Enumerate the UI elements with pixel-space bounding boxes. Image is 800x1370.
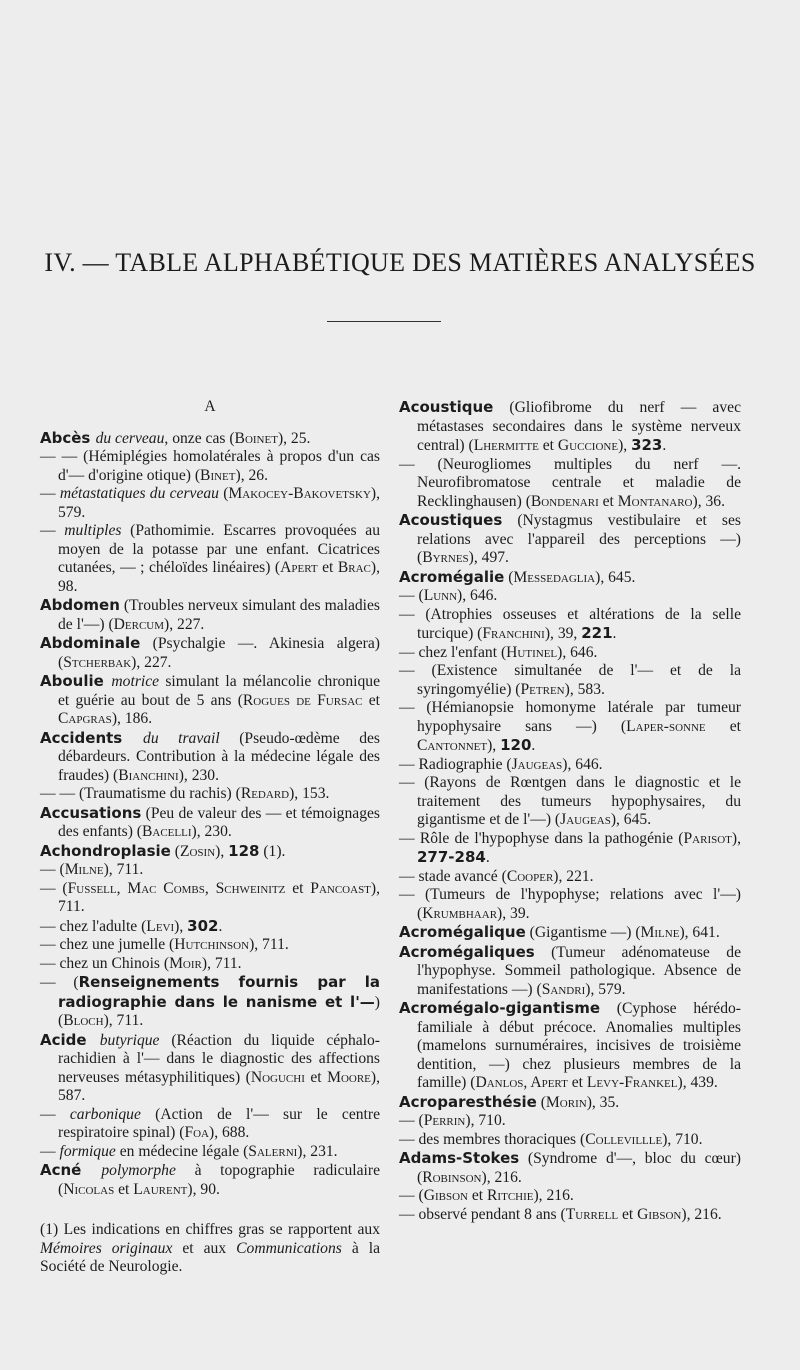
author-name: Milne (64, 861, 104, 878)
entry-text: (Syndrome d'—, bloc du cœur) ( (417, 1150, 741, 1186)
author-name: Laper-sonne (626, 717, 706, 735)
author-name: Gibson (637, 1205, 682, 1223)
entry-text: motrice (111, 673, 160, 690)
entry-text: ), 579. (585, 980, 626, 998)
entry-text: et (114, 1180, 134, 1198)
index-entry (40, 1143, 380, 1162)
entry-text: (Peu de valeur des — et témoignages des enfants) ( (58, 804, 380, 840)
author-name: Salerni (248, 1142, 298, 1160)
author-name: Binet (200, 466, 236, 484)
entry-text: en médecine légale ( (115, 1142, 249, 1160)
entry-text: et (304, 1068, 328, 1086)
entry-headword: Accidents (40, 728, 144, 747)
entry-text: ), 583. (564, 680, 605, 698)
entry-text: ), (731, 829, 741, 847)
index-entry (40, 936, 380, 955)
entry-text: — ( (399, 1187, 424, 1204)
entry-text: (Psychalgie —. Akinesia algera) ( (58, 635, 380, 671)
index-entry (40, 973, 380, 1031)
entry-text: ), 221. (553, 867, 594, 885)
index-entry (399, 662, 741, 699)
index-entry (399, 456, 741, 512)
entry-text: ), 98. (58, 559, 380, 595)
entry-text: — ( (40, 861, 65, 878)
author-name: Moore (327, 1068, 371, 1086)
author-name: Guccione (557, 437, 619, 454)
entry-headword: Adams-Stokes (399, 1149, 520, 1167)
entry-text: — ( (40, 879, 68, 897)
entry-headword: Accusations (40, 803, 142, 822)
author-name: Byrnes (422, 549, 469, 566)
entry-text: — chez l'adulte ( (40, 917, 147, 935)
entry-text: — observé pendant 8 ans ( (399, 1205, 566, 1223)
index-entry (399, 1093, 741, 1113)
index-entry (40, 955, 380, 974)
entry-text: ), 39. (497, 904, 530, 922)
entry-text: ), 710. (465, 1112, 506, 1129)
index-entry (40, 429, 380, 449)
entry-text: 323 (631, 436, 663, 454)
entry-text: du travail (143, 729, 220, 747)
entry-text: — chez un Chinois ( (40, 954, 170, 972)
entry-headword: Acné (40, 1161, 102, 1179)
entry-text: 221 (581, 624, 613, 642)
entry-text: formique (59, 1142, 116, 1160)
author-name: Messedaglia (513, 568, 596, 586)
entry-headword: Acoustique (399, 398, 494, 416)
entry-text: (Cyphose hérédo-familiale à début précoce. Anomalies multiples (mamelons surnuméraires, incisives de troisième dentition, —) chez plusieurs membres de la famille) ( (417, 1000, 741, 1091)
entry-text: polymorphe (101, 1162, 176, 1179)
index-entry (399, 943, 741, 1000)
index-entry (40, 917, 380, 937)
entry-text: métastatiques du cerveau (59, 485, 219, 502)
author-name: Jaugeas (511, 755, 563, 773)
entry-headword: Achondroplasie (40, 841, 171, 860)
entry-text: ), 216. (481, 1168, 522, 1186)
entry-text: ), 641. (679, 924, 720, 941)
entry-headword: Acoustiques (399, 511, 503, 529)
entry-text: — Rôle de l'hypophyse dans la pathogénie ( (399, 829, 684, 847)
index-entry (40, 842, 380, 862)
entry-text: — (Neurogliomes multiples du nerf —. Neurofibromatose centrale et maladie de Recklinghausen) ( (399, 455, 741, 510)
entry-text: ), 439. (677, 1074, 718, 1091)
index-entry (40, 448, 380, 485)
entry-text: ), 39, (544, 625, 582, 642)
entry-text: (Troubles nerveux simulant des maladies de l'—) ( (58, 597, 380, 633)
entry-text: ), (618, 437, 632, 454)
author-name: Bacelli (142, 823, 192, 840)
entry-headword: Acromégalie (399, 567, 505, 586)
entry-text: ), 25. (277, 429, 311, 447)
entry-headword: Acroparesthésie (399, 1092, 537, 1111)
index-entry (40, 485, 380, 522)
author-name: Bianchini (118, 766, 179, 784)
entry-text: carbonique (69, 1105, 141, 1123)
entry-text: — (40, 485, 60, 502)
index-entry (399, 398, 741, 456)
entry-text: ), 688. (209, 1124, 250, 1141)
author-name: Brac (337, 559, 371, 576)
author-name: Franchini (482, 625, 545, 642)
index-entry (40, 634, 380, 672)
entry-text: (1). (259, 842, 286, 860)
author-name: Levi (146, 917, 175, 935)
index-entry (40, 1106, 380, 1143)
entry-text: multiples (64, 522, 122, 539)
entry-text: à topographie radiculaire ( (58, 1162, 381, 1198)
entry-text: — ( (399, 587, 424, 604)
index-entry (399, 511, 741, 568)
entry-text: — (Rayons de Rœntgen dans le diagnostic et le traitement des tumeurs hypophysaires, du gigantisme et de l'—) ( (399, 774, 741, 828)
index-entry (399, 568, 741, 588)
entry-text: et (538, 437, 558, 454)
entry-text: ), 711. (249, 936, 289, 953)
entry-text: ), 710. (662, 1130, 703, 1148)
entry-text: — ( (399, 1112, 424, 1129)
entry-text: . (218, 917, 223, 935)
entry-text: — stade avancé ( (399, 867, 507, 885)
author-name: Hutchinson (174, 936, 250, 953)
author-name: Turrell (565, 1205, 619, 1223)
entry-text: — (40, 1105, 70, 1123)
entry-text: ), 646. (457, 587, 498, 604)
author-name: Zosin (179, 842, 216, 860)
entry-text: et (618, 1205, 638, 1223)
entry-text: et (467, 1187, 488, 1204)
entry-headword: Aboulie (40, 672, 112, 690)
page-title: IV. — TABLE ALPHABÉTIQUE DES MATIÈRES ANALYSÉES (44, 248, 756, 277)
entry-text: 120 (500, 736, 532, 754)
index-entry (40, 880, 380, 917)
footnote (40, 1221, 380, 1277)
entry-text: ), 231. (297, 1142, 338, 1160)
entry-text: Communications (236, 1239, 342, 1257)
entry-text: — — (Traumatisme du rachis) ( (40, 785, 241, 802)
index-entry (399, 1149, 741, 1187)
entry-text: ), 497. (468, 549, 509, 566)
author-name: Morin (545, 1093, 587, 1111)
author-name: Nicolas (63, 1180, 115, 1198)
entry-text: (Gigantisme —) ( (525, 924, 641, 941)
index-entry (399, 606, 741, 644)
index-entry (399, 1112, 741, 1131)
entry-text: . (662, 437, 667, 454)
entry-text: (1) Les indications en chiffres gras se rapportent aux (40, 1221, 380, 1238)
entry-text: — (Atrophies osseuses et altérations de la selle turcique) ( (399, 605, 741, 642)
index-entry (399, 587, 741, 606)
entry-text: ), (487, 737, 501, 754)
index-entry (399, 644, 741, 663)
left-entries (40, 429, 380, 1200)
entry-text: — chez une jumelle ( (40, 936, 175, 953)
author-name: Petren (520, 680, 565, 698)
index-entry (399, 699, 741, 756)
entry-text: — Radiographie ( (399, 755, 512, 773)
entry-headword: Abdominale (40, 634, 141, 652)
entry-text: et (362, 691, 380, 709)
entry-headword: Acromégalique (399, 923, 526, 941)
entry-text: ), 227. (164, 615, 205, 633)
entry-text: ), 216. (681, 1205, 722, 1223)
entry-text: — (Tumeurs de l'hypophyse; relations avec l'—) ( (399, 886, 741, 922)
entry-text: et (285, 879, 311, 897)
entry-text: (Pseudo-œdème des débardeurs. Contribution à la médecine légale des fraudes) ( (58, 729, 380, 784)
entry-text: 302 (187, 916, 219, 935)
author-name: Capgras (58, 710, 112, 727)
entry-text: ), 90. (187, 1180, 220, 1198)
entry-text: ), 153. (289, 785, 330, 802)
index-entry (399, 1187, 741, 1206)
entry-text: 128 (228, 841, 260, 860)
index-entry (399, 756, 741, 775)
author-name: Bloch (63, 1012, 104, 1029)
author-name: Apert (280, 559, 318, 576)
entry-text: ( (170, 842, 180, 860)
index-entry (40, 804, 380, 842)
author-name: Collevillle (585, 1130, 663, 1148)
entry-headword: Acide (40, 1030, 100, 1049)
author-name: Makocey-Bakovetsky (228, 485, 371, 502)
index-entry (40, 729, 380, 786)
entry-text: du cerveau (95, 429, 165, 447)
author-name: Lunn (423, 587, 458, 604)
author-name: Boinet (234, 429, 278, 447)
entry-text: 277-284 (417, 848, 486, 866)
author-name: Lhermitte (473, 437, 539, 454)
author-name: Rogues de Fursac (242, 691, 363, 709)
index-entry (399, 868, 741, 887)
section-letter: A (204, 398, 216, 415)
entry-headword: Abdomen (40, 596, 120, 614)
entry-text: ), 646. (557, 643, 598, 661)
author-name: Dercum (113, 615, 165, 633)
entry-text: — (Hémianopsie homonyme latérale par tumeur hypophysaire sans —) ( (399, 699, 741, 735)
entry-text: ), (215, 842, 229, 860)
author-name: Stcherbak (63, 653, 132, 671)
entry-text: — des membres thoraciques ( (399, 1130, 586, 1148)
entry-text: et (598, 492, 618, 510)
author-name: Montanaro (617, 492, 693, 510)
author-name: Noguchi (250, 1068, 305, 1086)
entry-text: ), 186. (111, 710, 153, 727)
entry-text: , onze cas ( (164, 429, 235, 447)
author-name: Levy-Frankel (586, 1074, 678, 1091)
index-entry (399, 1206, 741, 1225)
entry-text: et (705, 717, 742, 735)
index-entry (399, 886, 741, 923)
entry-text: . (612, 625, 617, 642)
title-rule (327, 321, 441, 322)
author-name: Perrin (423, 1112, 466, 1129)
entry-text: (Réaction du liquide céphalo-rachidien à l'— dans le diagnostic des affections nerveuses métasyphilitiques) ( (58, 1031, 381, 1086)
index-entry (40, 1031, 380, 1106)
author-name: Bondenari (530, 492, 599, 510)
entry-text: à la Société de Neurologie. (40, 1239, 380, 1275)
index-entry (40, 522, 380, 596)
author-name: Milne (640, 924, 680, 941)
entry-text: ) ( (58, 993, 380, 1029)
index-entry (40, 861, 380, 880)
author-name: Sandri (541, 980, 586, 998)
entry-text: . (531, 737, 536, 754)
entry-text: ), (174, 917, 188, 935)
entry-text: (Gliofibrome du nerf — avec métastases secondaires dans le système nerveux central) ( (417, 399, 741, 454)
entry-text: Mémoires originaux (40, 1239, 173, 1257)
entry-headword: Abcès (40, 428, 96, 447)
entry-text: et (317, 559, 338, 576)
entry-text: — ( (40, 974, 79, 991)
index-entry (40, 785, 380, 804)
entry-text: ( (218, 485, 229, 502)
entry-text: ), 230. (191, 823, 232, 840)
entry-text: ), 645. (610, 811, 652, 828)
entry-text: ), 646. (562, 755, 603, 773)
author-name: Parisot (683, 829, 732, 847)
entry-text: ), 587. (58, 1068, 380, 1104)
entry-text: ), 645. (595, 568, 636, 586)
index-entry (399, 1131, 741, 1150)
entry-headword: Acromégaliques (399, 942, 535, 961)
entry-text: — — (Hémiplégies homolatérales à propos d'un cas d'— d'origine otique) ( (40, 448, 380, 484)
entry-text: butyrique (99, 1031, 160, 1049)
index-entry (399, 923, 741, 943)
entry-text: ), 216. (533, 1187, 574, 1204)
author-name: Redard (240, 785, 290, 802)
entry-text: (Tumeur adénomateuse de l'hypophyse. Sommeil pathologique. Absence de manifestations —) ( (417, 943, 741, 998)
author-name: Krumbhaar (422, 904, 498, 922)
entry-text: ), 26. (235, 466, 268, 484)
author-name: Foa (184, 1124, 209, 1141)
author-name: Jaugeas (560, 811, 611, 828)
entry-text: simulant la mélancolie chronique et guérie au bout de 5 ans ( (58, 673, 380, 709)
entry-text: et (567, 1074, 587, 1091)
entry-text: — (40, 1142, 60, 1160)
index-entry (40, 672, 380, 729)
entry-text: — (40, 522, 65, 539)
entry-text: (Pathomimie. Escarres provoquées au moyen de la potasse par une enfant. Cicatrices cutanées, — ; chéloïdes linéaires) ( (58, 522, 380, 576)
entry-text: et aux (172, 1239, 237, 1257)
author-name: Moir (169, 954, 202, 972)
entry-text: ), 36. (692, 492, 725, 510)
author-name: Laurent (133, 1180, 188, 1198)
index-entry (40, 596, 380, 634)
author-name: Robinson (422, 1168, 482, 1186)
author-name: Cooper (506, 867, 554, 885)
entry-text: (Action de l'— sur le centre respiratoire spinal) ( (58, 1105, 380, 1141)
entry-text: ), 579. (58, 485, 381, 521)
entry-text: ), 711. (58, 879, 380, 915)
author-name: Gibson (423, 1187, 468, 1204)
entry-text: — (Existence simultanée de l'— et de la syringomyélie) ( (399, 662, 741, 698)
right-column (399, 398, 741, 1224)
entry-text: ), 711. (103, 1012, 144, 1029)
author-name: Danlos, Apert (475, 1074, 568, 1091)
entry-text: ( (536, 1093, 546, 1111)
entry-text: (Nystagmus vestibulaire et ses relations avec l'appareil des perceptions —) ( (417, 512, 741, 566)
index-entry (399, 830, 741, 868)
entry-text: ), 230. (178, 766, 219, 784)
entry-text: ), 35. (586, 1093, 620, 1111)
left-column (40, 398, 380, 1277)
author-name: Hutinel (506, 643, 558, 661)
author-name: Ritchie (487, 1187, 534, 1204)
index-entry (399, 999, 741, 1093)
entry-text: . (485, 849, 490, 866)
entry-text: ( (504, 568, 514, 586)
author-name: Cantonnet (417, 737, 488, 754)
entry-headword: Acromégalo-gigantisme (399, 999, 600, 1017)
entry-text: — chez l'enfant ( (399, 643, 507, 661)
author-name: Pancoast (310, 879, 371, 897)
entry-text: ), 227. (131, 653, 172, 671)
author-name: Fussell, Mac Combs, Schweinitz (67, 879, 286, 897)
right-entries (399, 398, 741, 1224)
entry-text: ), 711. (103, 861, 144, 878)
entry-text: ), 711. (201, 954, 242, 972)
index-entry (40, 1161, 380, 1199)
entry-headword: Renseignements fournis par la radiographie dans le nanisme et l'— (58, 973, 380, 1011)
index-entry (399, 774, 741, 830)
